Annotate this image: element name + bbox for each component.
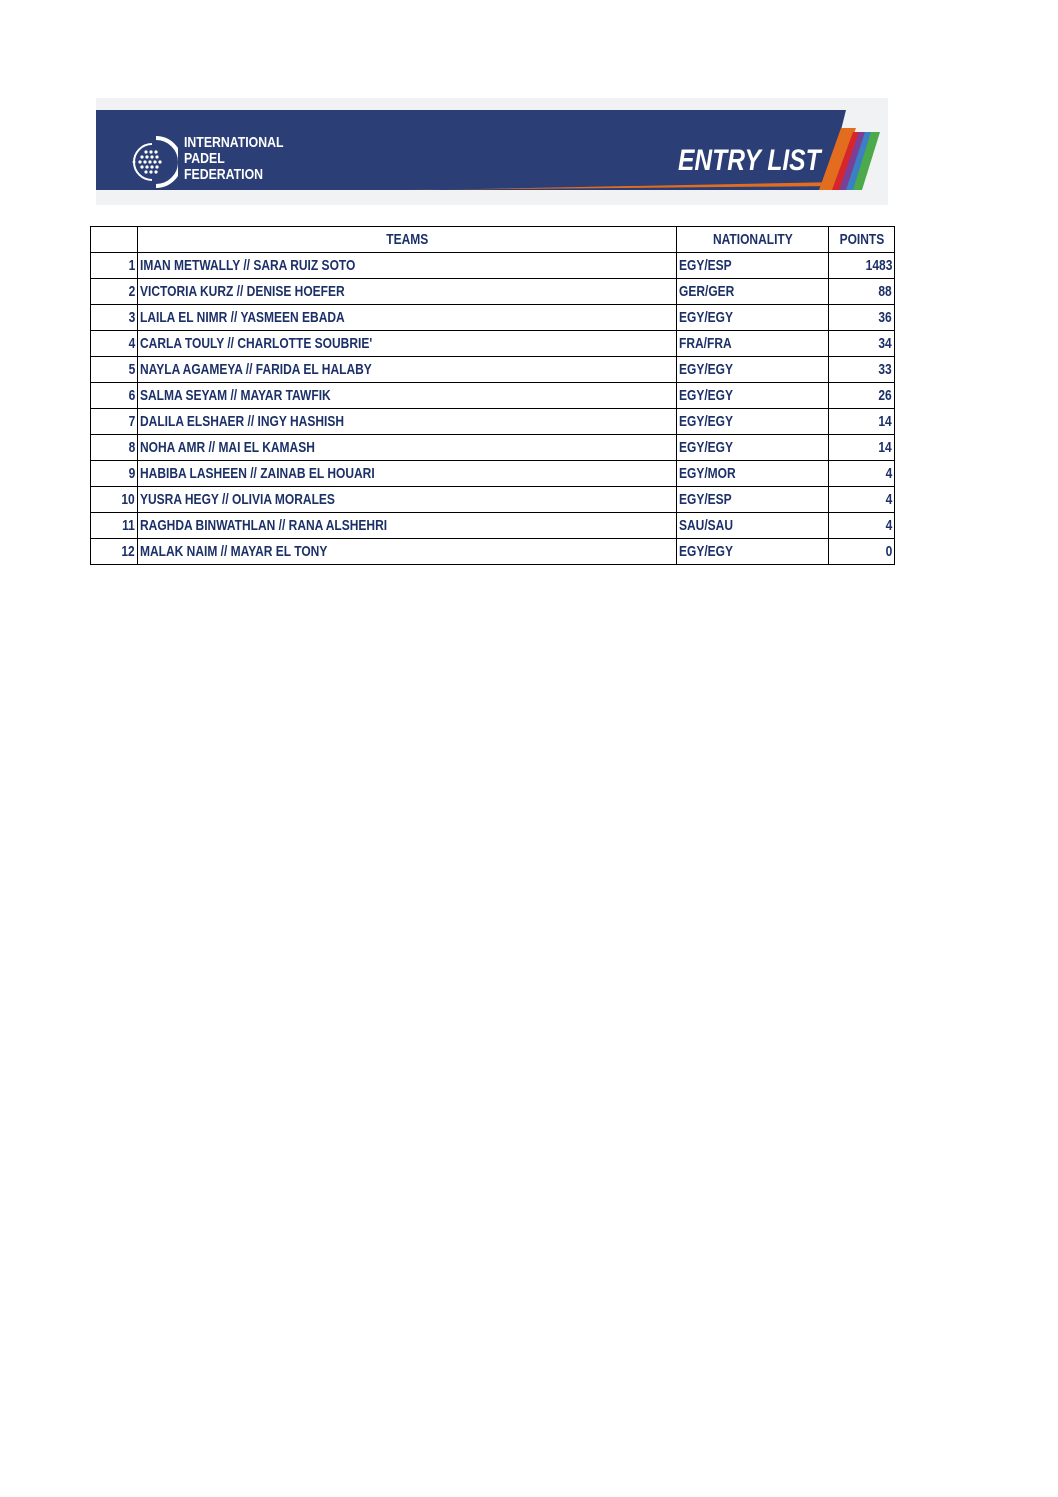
rank-cell: 5 [91, 357, 138, 383]
team-cell: IMAN METWALLY // SARA RUIZ SOTO [138, 253, 677, 279]
points-cell: 34 [829, 331, 895, 357]
table-row [91, 435, 895, 461]
nationality-cell: SAU/SAU [677, 513, 829, 539]
logo-line-2: PADEL [184, 150, 225, 167]
rank-cell: 4 [91, 331, 138, 357]
entry-list-table [90, 226, 895, 565]
rank-cell: 11 [91, 513, 138, 539]
rank-cell: 12 [91, 539, 138, 565]
ipf-logo [132, 132, 292, 192]
team-cell: DALILA ELSHAER // INGY HASHISH [138, 409, 677, 435]
table-row [91, 513, 895, 539]
team-cell: YUSRA HEGY // OLIVIA MORALES [138, 487, 677, 513]
padel-ball-icon [132, 134, 178, 190]
banner-graphic [96, 110, 888, 190]
points-cell: 14 [829, 435, 895, 461]
rank-cell: 10 [91, 487, 138, 513]
column-header-rank [91, 227, 138, 253]
nationality-cell: EGY/EGY [677, 539, 829, 565]
rank-cell: 7 [91, 409, 138, 435]
points-cell: 1483 [829, 253, 895, 279]
logo-line-3: FEDERATION [184, 166, 264, 183]
table-row [91, 539, 895, 565]
nationality-cell: EGY/EGY [677, 357, 829, 383]
logo-wordmark [184, 135, 284, 183]
rank-cell: 3 [91, 305, 138, 331]
table-row [91, 487, 895, 513]
table-row [91, 409, 895, 435]
nationality-cell: EGY/EGY [677, 383, 829, 409]
rank-cell: 2 [91, 279, 138, 305]
nationality-cell: EGY/ESP [677, 487, 829, 513]
team-cell: MALAK NAIM // MAYAR EL TONY [138, 539, 677, 565]
nationality-cell: EGY/EGY [677, 409, 829, 435]
team-cell: NAYLA AGAMEYA // FARIDA EL HALABY [138, 357, 677, 383]
nationality-cell: EGY/EGY [677, 435, 829, 461]
table-row [91, 305, 895, 331]
column-header-teams: TEAMS [138, 227, 677, 253]
nationality-cell: FRA/FRA [677, 331, 829, 357]
rank-cell: 6 [91, 383, 138, 409]
points-cell: 36 [829, 305, 895, 331]
column-header-nationality: NATIONALITY [677, 227, 829, 253]
logo-line-1: INTERNATIONAL [184, 134, 284, 151]
points-cell: 4 [829, 487, 895, 513]
nationality-cell: EGY/MOR [677, 461, 829, 487]
points-cell: 26 [829, 383, 895, 409]
team-cell: HABIBA LASHEEN // ZAINAB EL HOUARI [138, 461, 677, 487]
team-cell: NOHA AMR // MAI EL KAMASH [138, 435, 677, 461]
team-cell: SALMA SEYAM // MAYAR TAWFIK [138, 383, 677, 409]
points-cell: 0 [829, 539, 895, 565]
rank-cell: 9 [91, 461, 138, 487]
points-cell: 4 [829, 461, 895, 487]
nationality-cell: EGY/ESP [677, 253, 829, 279]
column-header-points: POINTS [829, 227, 895, 253]
rank-cell: 8 [91, 435, 138, 461]
table-header-row [91, 227, 895, 253]
points-cell: 33 [829, 357, 895, 383]
nationality-cell: EGY/EGY [677, 305, 829, 331]
table-row [91, 331, 895, 357]
team-cell: LAILA EL NIMR // YASMEEN EBADA [138, 305, 677, 331]
page-title: ENTRY LIST [678, 144, 821, 177]
table-row [91, 279, 895, 305]
points-cell: 14 [829, 409, 895, 435]
team-cell: VICTORIA KURZ // DENISE HOEFER [138, 279, 677, 305]
table-row [91, 357, 895, 383]
table-row [91, 383, 895, 409]
team-cell: RAGHDA BINWATHLAN // RANA ALSHEHRI [138, 513, 677, 539]
rank-cell: 1 [91, 253, 138, 279]
points-cell: 4 [829, 513, 895, 539]
points-cell: 88 [829, 279, 895, 305]
table-row [91, 461, 895, 487]
nationality-cell: GER/GER [677, 279, 829, 305]
header-banner [96, 98, 888, 205]
table-row [91, 253, 895, 279]
team-cell: CARLA TOULY // CHARLOTTE SOUBRIE' [138, 331, 677, 357]
